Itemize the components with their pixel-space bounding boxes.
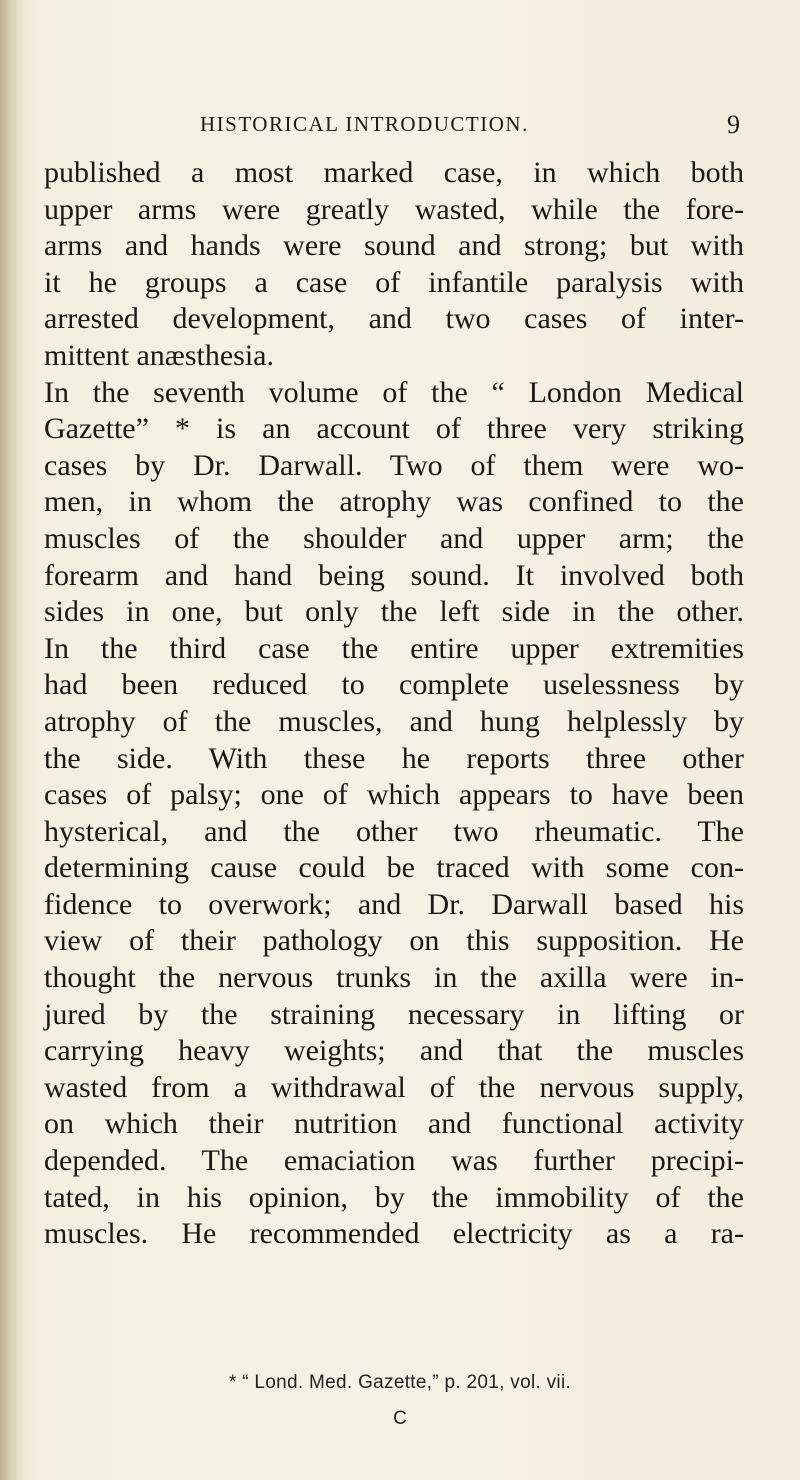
text-line: the side. With these he reports three other <box>44 741 744 775</box>
text-line: cases of palsy; one of which appears to have been <box>44 778 744 812</box>
text-line: jured by the straining necessary in lifting or <box>44 997 744 1031</box>
running-title: HISTORICAL INTRODUCTION. <box>200 112 529 136</box>
text-line: muscles of the shoulder and upper arm; the <box>44 521 744 555</box>
text-line: on which their nutrition and functional activity <box>44 1107 744 1141</box>
text-line: cases by Dr. Darwall. Two of them were wo- <box>44 448 744 482</box>
text-line: it he groups a case of infantile paralysis with <box>44 265 744 299</box>
body-text <box>44 155 744 1253</box>
page-header <box>200 110 740 142</box>
footnote: * “ Lond. Med. Gazette,” p. 201, vol. vii. <box>228 1372 572 1393</box>
text-line: fidence to overwork; and Dr. Darwall based his <box>44 887 744 921</box>
text-line: thought the nervous trunks in the axilla were in- <box>44 961 744 995</box>
text-line: atrophy of the muscles, and hung helplessly by <box>44 704 744 738</box>
text-line: had been reduced to complete uselessness by <box>44 668 744 702</box>
text-line: carrying heavy weights; and that the muscles <box>44 1034 744 1068</box>
text-line: In the seventh volume of the “ London Medical <box>44 375 744 409</box>
text-line: wasted from a withdrawal of the nervous supply, <box>44 1070 744 1104</box>
text-line: arrested development, and two cases of inter- <box>44 302 744 336</box>
paragraph-end-line: mittent anæsthesia. <box>44 338 274 372</box>
text-line: sides in one, but only the left side in the other. <box>44 595 744 629</box>
signature-mark: C <box>393 1408 407 1429</box>
text-line: forearm and hand being sound. It involved both <box>44 558 744 592</box>
text-line: arms and hands were sound and strong; but with <box>44 229 744 263</box>
text-line: published a most marked case, in which both <box>44 156 744 189</box>
text-line: view of their pathology on this supposition. He <box>44 924 744 958</box>
text-line: Gazette” * is an account of three very striking <box>44 412 744 446</box>
text-line: men, in whom the atrophy was confined to the <box>44 485 744 519</box>
text-line: upper arms were greatly wasted, while the fore- <box>44 192 744 226</box>
text-line: In the third case the entire upper extremities <box>44 631 744 665</box>
text-line: hysterical, and the other two rheumatic. The <box>44 814 744 848</box>
page-number: 9 <box>727 110 740 139</box>
text-line: muscles. He recommended electricity as a ra- <box>44 1217 744 1251</box>
text-line: tated, in his opinion, by the immobility of the <box>44 1180 744 1214</box>
text-line: determining cause could be traced with some con- <box>44 851 744 885</box>
gutter-shadow <box>0 0 24 1480</box>
text-line: depended. The emaciation was further precipi- <box>44 1144 744 1178</box>
